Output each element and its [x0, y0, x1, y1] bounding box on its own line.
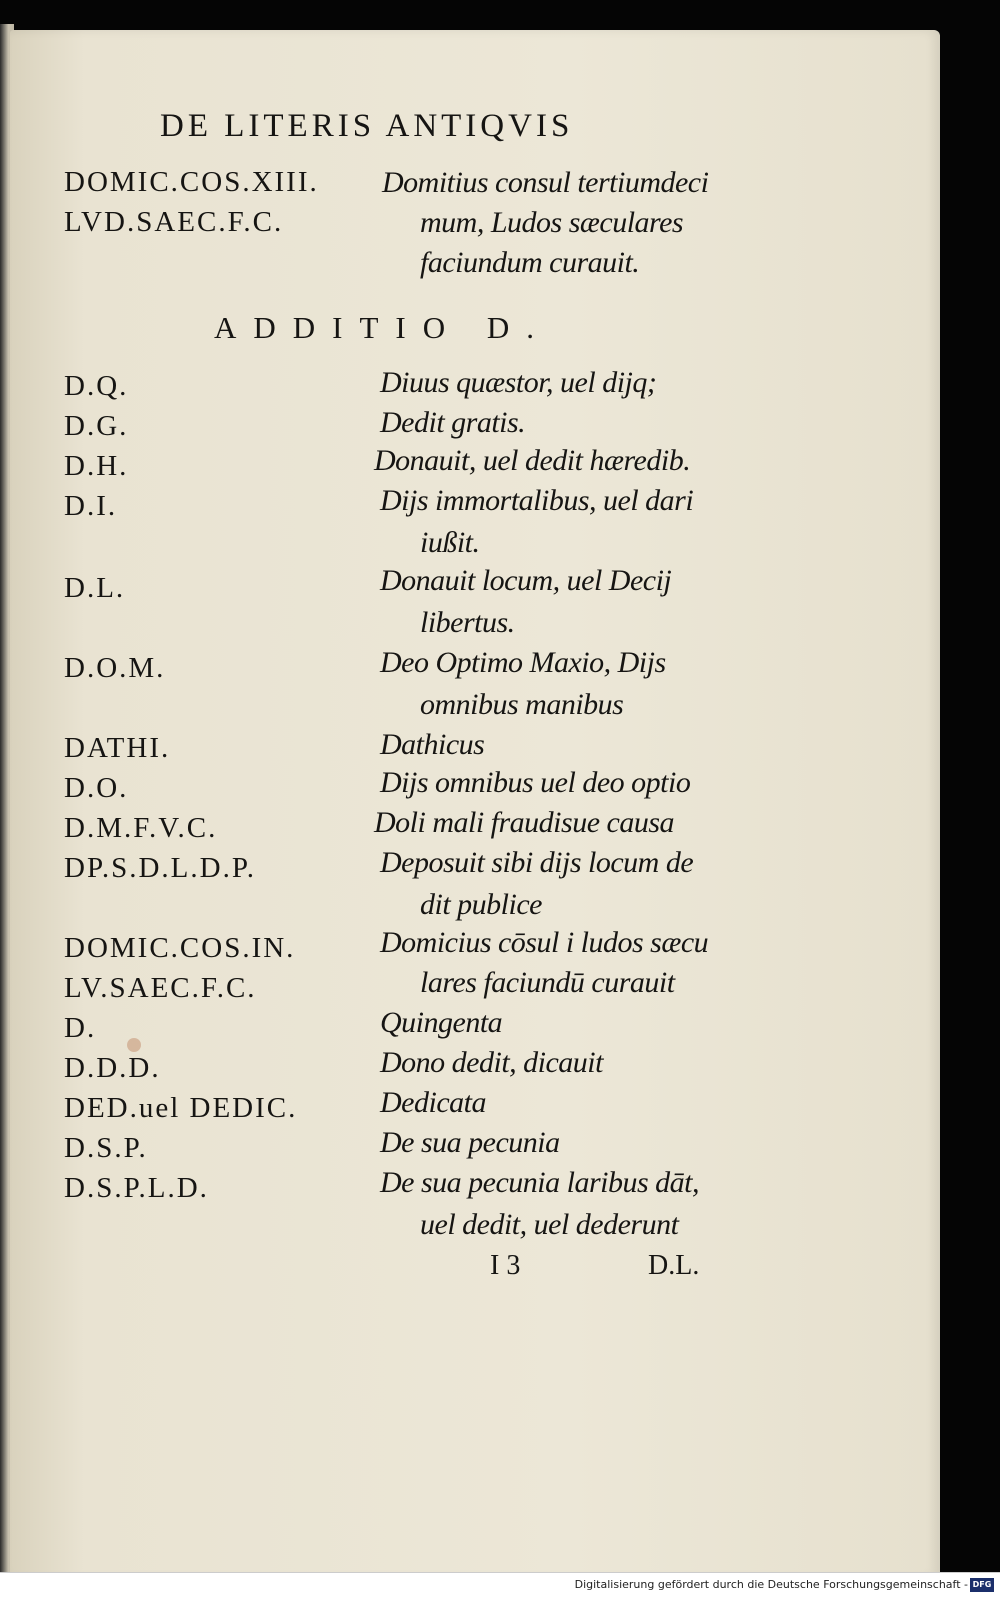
page-header: DE LITERIS ANTIQVIS: [160, 108, 574, 144]
signature-mark: I 3: [490, 1250, 521, 1281]
entry-abbr: D.H.: [64, 450, 129, 482]
entry-abbr: D.M.F.V.C.: [64, 812, 218, 844]
dfg-logo: DFG: [970, 1578, 994, 1592]
entry-abbr: D.: [64, 1012, 97, 1044]
entry-meaning-continued: uel dedit, uel dederunt: [420, 1208, 679, 1241]
entry-meaning: De sua pecunia laribus dāt,: [380, 1166, 699, 1199]
entry-meaning-continued: libertus.: [420, 606, 515, 639]
entry-meaning: Diuus quæstor, uel dijq;: [380, 366, 657, 399]
entry-abbr: D.O.M.: [64, 652, 166, 684]
entry-abbr: DP.S.D.L.D.P.: [64, 852, 256, 884]
entry-meaning: Dedicata: [380, 1086, 486, 1119]
catchword: D.L.: [648, 1250, 700, 1281]
entry-meaning: Domicius cōsul i ludos sæcu: [380, 926, 709, 959]
entry-abbr: DED.uel DEDIC.: [64, 1092, 298, 1124]
intro-meaning-line-3: faciundum curauit.: [420, 246, 640, 279]
entry-abbr: LV.SAEC.F.C.: [64, 972, 257, 1004]
entry-meaning: Dathicus: [380, 728, 485, 761]
intro-meaning-line-2: mum, Ludos sæculares: [420, 206, 684, 239]
entry-meaning-continued: iußit.: [420, 526, 480, 559]
entry-meaning: Dijs omnibus uel deo optio: [380, 766, 691, 799]
entry-abbr: D.G.: [64, 410, 129, 442]
entry-meaning-continued: dit publice: [420, 888, 542, 921]
digitization-footer: [0, 1572, 1000, 1599]
entry-meaning: Donauit locum, uel Decij: [380, 564, 672, 597]
entry-abbr: D.L.: [64, 572, 126, 604]
entry-meaning: Doli mali fraudisue causa: [374, 806, 674, 839]
entry-meaning: Dono dedit, dicauit: [380, 1046, 603, 1079]
entry-meaning: Quingenta: [380, 1006, 503, 1039]
entry-abbr: D.S.P.: [64, 1132, 148, 1164]
intro-abbr-line-2: LVD.SAEC.F.C.: [64, 206, 284, 238]
section-title: ADDITIO D.: [214, 310, 552, 345]
funding-credit: Digitalisierung gefördert durch die Deutsche Forschungsgemeinschaft -: [574, 1578, 968, 1591]
entry-abbr: DATHI.: [64, 732, 171, 764]
entry-meaning-continued: omnibus manibus: [420, 688, 624, 721]
intro-meaning-line-1: Domitius consul tertiumdeci: [382, 166, 709, 199]
entry-abbr: D.I.: [64, 490, 118, 522]
intro-abbr-line-1: DOMIC.COS.XIII.: [64, 166, 319, 198]
entry-abbr: DOMIC.COS.IN.: [64, 932, 296, 964]
entry-meaning: Dedit gratis.: [380, 406, 526, 439]
entry-meaning: De sua pecunia: [380, 1126, 560, 1159]
entry-meaning: Deo Optimo Maxio, Dijs: [380, 646, 666, 679]
entry-abbr: D.Q.: [64, 370, 129, 402]
entry-meaning: lares faciundū curauit: [420, 966, 675, 999]
entry-abbr: D.O.: [64, 772, 129, 804]
entry-abbr: D.D.D.: [64, 1052, 161, 1084]
entry-meaning: Dijs immortalibus, uel dari: [380, 484, 694, 517]
entry-meaning: Deposuit sibi dijs locum de: [380, 846, 694, 879]
entry-abbr: D.S.P.L.D.: [64, 1172, 209, 1204]
paper-stain: [127, 1038, 141, 1052]
entry-meaning: Donauit, uel dedit hæredib.: [374, 444, 691, 477]
